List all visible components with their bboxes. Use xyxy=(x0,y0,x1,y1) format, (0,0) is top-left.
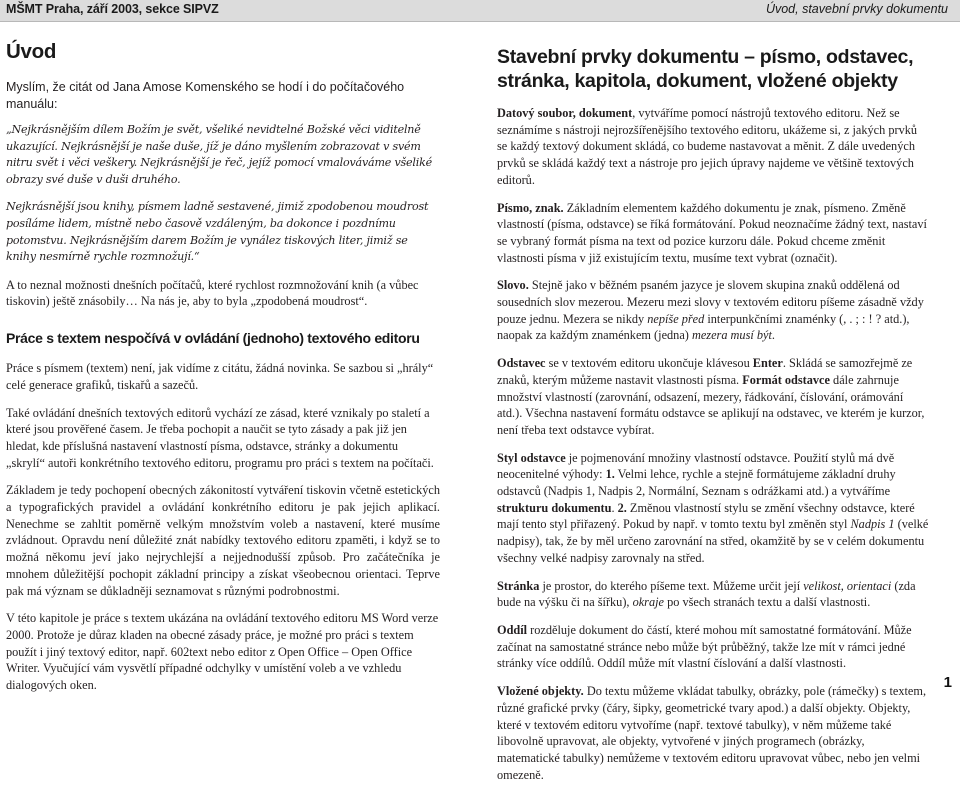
quote-paragraph-2: Nejkrásnější jsou knihy, písmem ladně sestavené, jimiž zpodobenou moudrost posíláme lidem, místně nebo časově vzdáleným, ba dokonce i pozdnímu potomstvu. Nejkrásnějším darem Božím je vynález tiskových liter, jimiž se knihy nesmírně rychle rozmnožují.“ xyxy=(6,200,429,264)
term-slovo: Slovo. xyxy=(497,278,529,293)
page-number: 1 xyxy=(943,674,952,691)
term-stranka: Stránka xyxy=(497,578,540,593)
right-column xyxy=(497,45,929,794)
term-styl-odstavce: Styl odstavce xyxy=(497,450,566,465)
term-odstavec: Odstavec xyxy=(497,356,546,371)
header-left-text: MŠMT Praha, září 2003, sekce SIPVZ xyxy=(6,2,219,16)
term-vlozene-objekty: Vložené objekty. xyxy=(497,684,584,699)
paragraph-2: Práce s písmem (textem) není, jak vidíme z citátu, žádná novinka. Se sazbou si „hrály“ celé generace grafiků, tiskařů a sazečů. xyxy=(6,361,434,392)
paragraph-stranka: Stránka je prostor, do kterého píšeme text. Můžeme určit její velikost, orientaci (zda bude na výšku či na šířku), okraje po všech stranách textu a další vlastnosti. xyxy=(497,578,916,610)
left-column xyxy=(6,40,440,705)
paragraph-4: Základem je tedy pochopení obecných zákonitostí vytváření tiskovin včetně estetických a typografických pravidel a ovládání konkrétního editoru je pak jejich aplikací. Nenechme se zahltit poměrně velkým množstvím voleb a nastavení, které musíme zvládnout. Opravdu není důležité znát nabídky textového editoru zpaměti, i když se to možná někomu jeví jako nejrychlejší a nejjednodušší způsob. Pro začátečníka je mnohem důležitější pochopit základní principy a získat všeobecnou orientaci. Teprve pak má význam se důkladněji seznamovat s různými podrobnostmi. xyxy=(6,483,440,598)
quote-paragraph-1: „Nejkrásnějším dílem Božím je svět, všeliké nevidtelné Božské věci viditelně ukazující. Nejkrásnější je naše duše, jíž je dáno myšlením zobrazovat v svém nitru svět i věci veškery. Nejkrásnější je řeč, jejíž pomocí vmalováváme všeliké obrazy své duše v duši druhého. xyxy=(6,123,432,186)
section-title-uvod: Úvod xyxy=(6,40,57,63)
paragraph-3: Také ovládání dnešních textových editorů vychází ze zásad, které vznikaly po staletí a které jsou prověřené časem. Je třeba pochopit a naučit se tyto zásady a pak již jen hledat, kde příslušná nastavení vlastností písma, odstavce, stránky a dokumentu „skrylí“ autoři konkrétního textového editoru, programu pro práci s textem na počítači. xyxy=(6,405,434,470)
paragraph-5: V této kapitole je práce s textem ukázána na ovládání textového editoru MS Word verze 2000. Protože je důraz kladen na obecné zásady práce, je možné pro práci s textem použít i jiný textový editor, např. 602text nebo editor z Open Office – Open Office Writer. Vyučující vám vysvětlí případné odchylky v umístění voleb a ve vzhledu dialogových oken. xyxy=(6,611,439,693)
header-right-text: Úvod, stavební prvky dokumentu xyxy=(765,2,948,16)
paragraph-oddil: Oddíl rozděluje dokument do částí, které mohou mít samostatné formátování. Může začínat na samostatné stránce nebo může být průběžný, takže lze mít v rámci jedné stránky více oddílů. Oddíl může mít vlastní číslování a další vlastnosti. xyxy=(497,622,912,671)
page-header xyxy=(0,0,960,22)
term-pismo-znak: Písmo, znak. xyxy=(497,200,564,215)
paragraph-odstavec: Odstavec se v textovém editoru ukončuje klávesou Enter. Skládá se samozřejmě ze znaků, kterým můžeme nastavit vlastnosti písma. Formát odstavce dále zahrnuje množství vlastností (zarovnání, odsazení, mezery, řádkování, číslování, orámování atd.). Všechna nastavení formátu odstavce se aplikují na odstavec, ve kterém je kurzor, není třeba text odstavce vybírat. xyxy=(497,356,925,437)
paragraph-1: A to neznal možnosti dnešních počítačů, které rychlost rozmnožování knih (a vůbec tiskovin) ještě znásobily… Na nás je, aby to byla „zpodobená moudrost“. xyxy=(6,277,419,309)
intro-paragraph: Myslím, že citát od Jana Amose Komenského se hodí i do počítačového manuálu: xyxy=(6,80,405,111)
paragraph-vlozene-objekty: Vložené objekty. Do textu můžeme vkládat tabulky, obrázky, pole (rámečky) s textem, různé grafické prvky (čáry, šipky, geometrické tvary apod.) a další objekty. Objekty, které v textovém editoru vytvoříme (např. textové tabulky), v něm můžeme také libovolně upravovat, ale objekty, vytvořené v jiných programech (obrázky, matematické tabulky) nemůžeme v textovém editoru upravovat vůbec, nebo jen velmi omezeně. xyxy=(497,684,927,782)
term-oddil: Oddíl xyxy=(497,622,528,637)
paragraph-slovo: Slovo. Stejně jako v běžném psaném jazyce je slovem skupina znaků oddělená od sousedních slov mezerou. Mezeru mezi slovy v textovém editoru píšeme zásadně vždy pouze jednu. Mezera se nikdy nepíše před interpunkčními znaménky (, . ; : ! ? atd.), naopak za každým znaménkem (jedna) mezera musí být. xyxy=(497,278,924,343)
paragraph-pismo-znak: Písmo, znak. Základním elementem každého dokumentu je znak, písmeno. Změně vlastností (písma, odstavce) se říká formátování. Pokud neoznačíme žádný text, nastaví se vybraný formát písma na text od pozice kurzoru dále. Pokud chceme změnit vlastnosti písma v již existujícím textu, musíme text vybrat (označit). xyxy=(497,200,927,265)
subtitle-prace-s-textem: Práce s textem nespočívá v ovládání (jednoho) textového editoru xyxy=(6,330,420,347)
paragraph-styl-odstavce: Styl odstavce je pojmenování množiny vlastností odstavce. Použití stylů má dvě neocenitelné výhody: 1. Velmi lehce, rychle a stejně formátujeme základní druhy odstavců (Nadpis 1, Nadpis 2, Normální, Seznam s odrážkami atd.) a vytváříme strukturu dokumentu. 2. Změnou vlastností stylu se změní všechny odstavce, které mají tento styl přiřazený. Pokud by např. v tomto textu byl změněn styl Nadpis 1 (velké nadpisy), tak, že by měl určeno zarovnání na střed, okamžitě by se v celém dokumentu všechny velké nadpisy zarovnaly na střed. xyxy=(497,450,929,565)
section-title-stavebni-prvky: Stavební prvky dokumentu – písmo, odstavec, stránka, kapitola, dokument, vložené objekty xyxy=(497,46,914,92)
term-datovy-soubor: Datový soubor, dokument xyxy=(497,106,633,120)
paragraph-datovy-soubor: Datový soubor, dokument, vytváříme pomocí nástrojů textového editoru. Než se seznámíme s nástroji nejrozšířenějšího textového editoru, ukážeme si, z jakých prvků se každý textový dokument skládá, co budeme nastavovat a měnit. Z dále uvedených prvků se skládá každý text a nástroje pro jejich úpravy najdeme ve většině textových editorů. xyxy=(497,106,918,187)
